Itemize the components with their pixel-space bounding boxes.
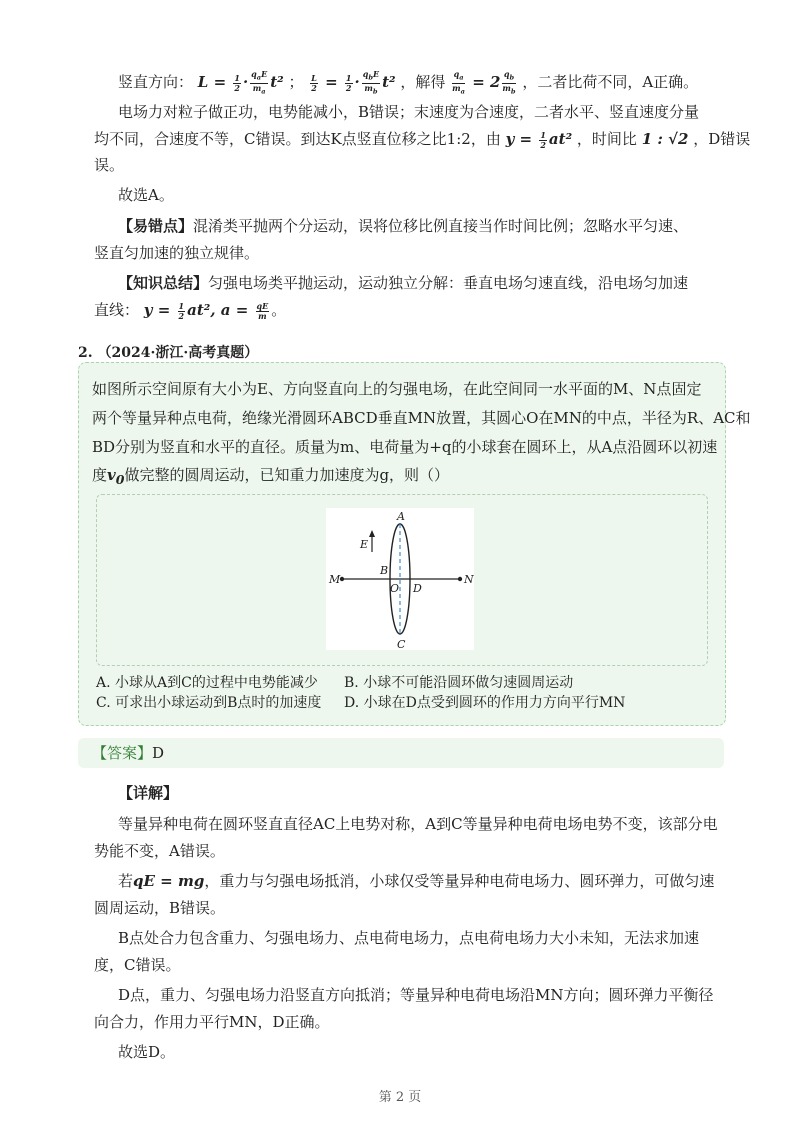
text-fragment: ，重力与匀强电场抵消，小球仅受等量异种电荷电场力、圆环弹力，可做匀速 <box>204 872 715 890</box>
point-n <box>458 577 462 581</box>
text-line-9: 直线： y = $\frac{1}{2}$ at², a = $\frac{qE}{m}$ 。 <box>94 300 287 321</box>
text-fragment: 匀强电场类平抛运动，运动独立分解：垂直电场匀速直线，沿电场匀加速 <box>208 274 689 292</box>
math-eq-3: $\frac{q_a}{m_a}$ = 2 $\frac{q_b}{m_b}$ <box>452 69 516 96</box>
solution-line-2: 势能不变，A错误。 <box>94 842 225 860</box>
tag-label: 【易错点】 <box>118 217 194 235</box>
label-e: E <box>360 538 369 551</box>
math-eq-6: y = $\frac{1}{2}$ at², a = $\frac{qE}{m}$ <box>143 300 269 321</box>
text-fragment: 度 <box>92 466 108 484</box>
text-fragment: 直线： <box>94 301 140 319</box>
solution-line-1: 等量异种电荷在圆环竖直直径AC上电势对称，A到C等量异种电荷电场电势不变，该部分电 <box>118 815 718 833</box>
question-header: 2. （2024·浙江·高考真题） <box>78 345 259 361</box>
text-fragment: ； <box>288 73 304 92</box>
label-b: B <box>380 564 389 577</box>
text-fragment: 竖直方向： <box>118 73 194 92</box>
e-arrow-head <box>369 530 375 537</box>
text-line-4: 误。 <box>94 156 125 174</box>
answer-bar <box>78 738 724 768</box>
text-line-1 <box>118 70 698 96</box>
option-c: C. 可求出小球运动到B点时的加速度 <box>96 695 322 711</box>
label-c: C <box>397 638 406 650</box>
ring-diagram <box>326 508 474 650</box>
text-fragment: ，时间比 <box>576 130 637 148</box>
solution-tag: 【详解】 <box>118 784 179 802</box>
page-number: 第 2 页 <box>378 1090 422 1105</box>
solution-line-6: 度，C错误。 <box>94 956 181 974</box>
text-line-5: 故选A。 <box>118 186 174 204</box>
text-line-3 <box>94 127 750 151</box>
option-b: B. 小球不可能沿圆环做匀速圆周运动 <box>344 675 574 691</box>
text-fragment: 做完整的圆周运动，已知重力加速度为g，则（） <box>124 466 450 484</box>
solution-line-7: D点，重力、匀强电场力沿竖直方向抵消；等量异种电荷电场沿MN方向；圆环弹力平衡径 <box>118 986 714 1004</box>
question-line-3: BD分别为竖直和水平的直径。质量为m、电荷量为+q的小球套在圆环上，从A点沿圆环以初速 <box>92 438 718 456</box>
math-eq-1: L = $\frac{1}{2}$ · $\frac{q_aE}{m_a}$ t² <box>197 69 284 96</box>
label-m: M <box>329 573 341 586</box>
tag-label: 【知识总结】 <box>118 274 209 292</box>
solution-line-5: B点处合力包含重力、匀强电场力、点电荷电场力，点电荷电场力大小未知，无法求加速 <box>118 929 700 947</box>
answer-value: D <box>152 744 165 762</box>
label-n: N <box>464 573 474 586</box>
label-d: D <box>413 582 422 595</box>
answer-tag: 【答案】 <box>92 744 153 762</box>
text-line-8 <box>118 271 688 295</box>
text-fragment: ，解得 <box>400 73 446 92</box>
solution-line-4: 圆周运动，B错误。 <box>94 899 226 917</box>
solution-line-9: 故选D。 <box>118 1043 176 1061</box>
label-a: A <box>397 510 405 523</box>
math-v0: $v_0$ <box>107 466 125 487</box>
option-a: A. 小球从A到C的过程中电势能减少 <box>96 675 318 691</box>
text-fragment: ，D错误 <box>693 130 751 148</box>
math-eq-7: qE = mg <box>133 872 205 890</box>
ring-diagram-svg <box>326 508 474 650</box>
math-eq-4: y = $\frac{1}{2}$ at² <box>505 129 573 150</box>
text-fragment: 均不同，合速度不等，C错误。到达K点竖直位移之比1:2，由 <box>94 130 501 148</box>
question-line-1: 如图所示空间原有大小为E、方向竖直向上的匀强电场，在此空间同一水平面的M、N点固定 <box>92 380 702 398</box>
option-d: D. 小球在D点受到圆环的作用力方向平行MN <box>344 695 626 711</box>
math-eq-5: 1 : √2 <box>641 130 689 148</box>
text-line-2: 电场力对粒子做正功，电势能减小，B错误；末速度为合速度，二者水平、竖直速度分量 <box>118 103 700 121</box>
question-line-2: 两个等量异种点电荷，绝缘光滑圆环ABCD垂直MN放置，其圆心O在MN的中点，半径为R、AC和 <box>92 409 751 427</box>
solution-line-8: 向合力，作用力平行MN，D正确。 <box>94 1013 330 1031</box>
text-fragment: 若 <box>118 872 134 890</box>
question-line-4 <box>92 463 449 492</box>
solution-line-3 <box>118 869 714 893</box>
math-eq-2: $\frac{L}{2}$ = $\frac{1}{2}$ · $\frac{q_bE}{m_b}$ t² <box>311 69 396 96</box>
text-fragment: ，二者比荷不同，A正确。 <box>522 73 699 92</box>
text-line-6 <box>118 214 688 238</box>
answer-line <box>92 741 164 765</box>
text-line-7: 竖直匀加速的独立规律。 <box>94 244 260 262</box>
label-o: O <box>390 582 400 595</box>
point-m <box>340 577 344 581</box>
text-fragment: 混淆类平抛两个分运动，误将位移比例直接当作时间比例；忽略水平匀速、 <box>193 217 689 235</box>
